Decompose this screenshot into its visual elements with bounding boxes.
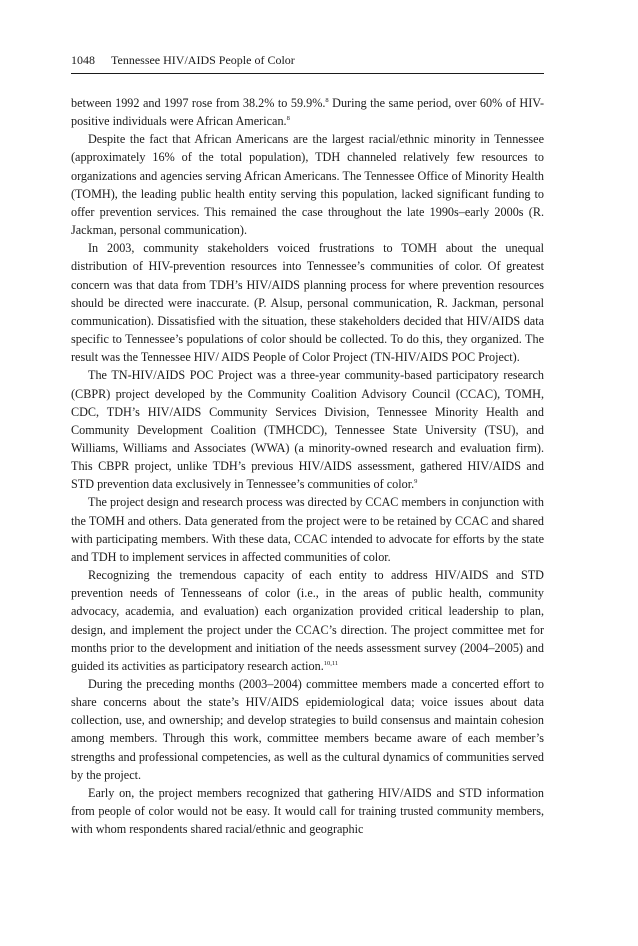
body-text <box>71 94 544 838</box>
running-head <box>71 52 544 68</box>
header-rule <box>71 73 544 74</box>
footnote-ref: 8 <box>325 97 329 104</box>
running-title: Tennessee HIV/AIDS People of Color <box>111 53 295 67</box>
paragraph-5: The project design and research process was directed by CCAC members in conjunction with the TOMH and others. Data generated from the project were to be retained by CCAC and shared with participating members. With these data, CCAC intended to advocate for efforts by the state and TDH to implement services in affected communities of color. <box>71 495 544 564</box>
paragraph-1: between 1992 and 1997 rose from 38.2% to 59.9%.$^8$ During the same period, over 60% of HIV-positive individuals were African American.$^8$ <box>71 96 545 129</box>
paragraph-7: During the preceding months (2003–2004) committee members made a concerted effort to share concerns about the state’s HIV/AIDS epidemiological data; voice issues about data collection, use, and ownership; and develop strategies to build consensus and maintain cohesion among members. Through this work, committee members became aware of each member’s strengths and professional competencies, as well as the cultural dynamics of communities served by the project. <box>71 677 544 782</box>
page-number: 1048 <box>71 53 95 67</box>
paragraph-2: Despite the fact that African Americans are the largest racial/ethnic minority in Tennessee (approximately 16% of the total population), TDH channeled relatively few resources to organizations and agencies serving African Americans. The Tennessee Office of Minority Health (TOMH), the leading public health entity serving this population, lacked significant funding to offer prevention services. This remained the case throughout the late 1990s–early 2000s (R. Jackman, personal communication). <box>71 132 544 238</box>
footnote-ref: 9 <box>414 478 418 486</box>
paragraph-6: Recognizing the tremendous capacity of each entity to address HIV/AIDS and STD prevention needs of Tennesseans of color (i.e., in the areas of public health, community advocacy, academia, and evaluation) each organization provided critical leadership to plan, design, and implement the project under the CCAC’s direction. The project committee met for months prior to the development and initiation of the needs assessment survey (2004–2005) and guided its activities as participatory research action.$^{10,11}$ <box>71 568 544 673</box>
paragraph-8: Early on, the project members recognized that gathering HIV/AIDS and STD information from people of color would not be easy. It would call for training trusted community members, with whom respondents shared racial/ethnic and geographic <box>71 785 544 837</box>
paragraph-4: The TN-HIV/AIDS POC Project was a three-year community-based participatory research (CBPR) project developed by the Community Coalition Advisory Council (CCAC), TOMH, CDC, TDH’s HIV/AIDS Community Services Division, Tennessee Minority Health and Community Development Coalition (TMHCDC), Tennessee State University (TSU), and Williams, Williams and Associates (WWA) (a minority-owned research and evaluation firm). This CBPR project, unlike TDH’s previous HIV/AIDS assessment, gathered HIV/AIDS and STD prevention data exclusively in Tennessee’s communities of color.$^9$ <box>71 368 544 492</box>
footnote-ref: 10,11 <box>323 659 339 667</box>
paragraph-3: In 2003, community stakeholders voiced frustrations to TOMH about the unequal distribution of HIV-prevention resources into Tennessee’s communities of color. Of greatest concern was that data from TDH’s HIV/AIDS planning process for where prevention resources should be directed were inaccurate. (P. Alsup, personal communication, R. Jackman, personal communication). Dissatisfied with the situation, these stakeholders decided that HIV/AIDS data specific to Tennessee’s populations of color should be collected. To do this, they organized. The result was the Tennessee HIV/ AIDS People of Color Project (TN-HIV/AIDS POC Project). <box>71 241 544 365</box>
footnote-ref: 8 <box>286 115 290 123</box>
